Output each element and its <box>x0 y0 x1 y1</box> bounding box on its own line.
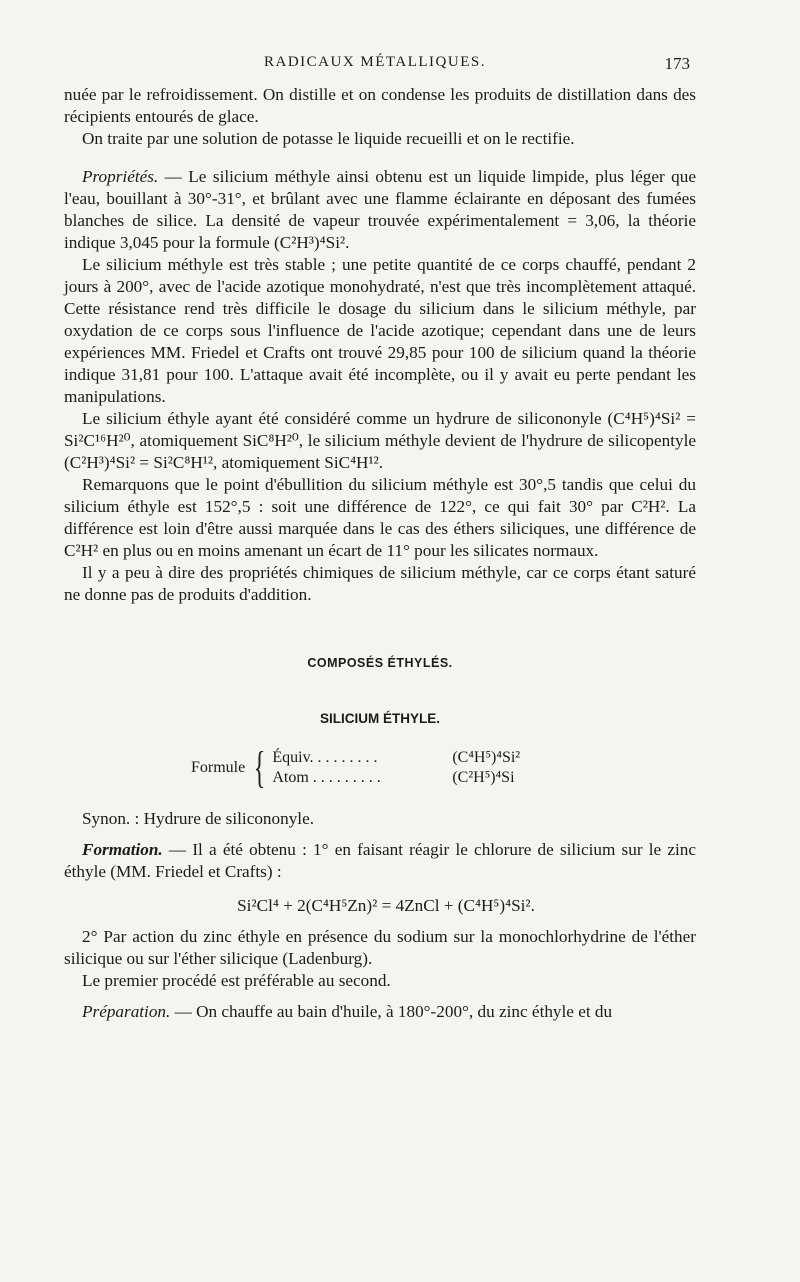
paragraph: 2° Par action du zinc éthyle en présence du sodium sur la monochlorhydrine de l'éther silicique ou sur l'éther silicique (Ladenburg). <box>64 927 696 968</box>
formation-text: — Il a été obtenu : 1° en faisant réagir le chlorure de silicium sur le zinc éthyle (MM. Friedel et Crafts) : <box>64 840 696 881</box>
page-number: 173 <box>664 54 690 73</box>
section-heading: SILICIUM ÉTHYLE. <box>319 711 440 726</box>
paragraph: On traite par une solution de potasse le liquide recueilli et on le rectifie. <box>82 129 575 148</box>
paragraph-properties <box>64 166 696 254</box>
paragraph: Remarquons que le point d'ébullition du silicium méthyle est 30°,5 tandis que celui du silicium éthyle est 152°,5 : soit une différence de 122°, ce qui fait 30° par C²H². La différence est loin d'être aussi marquée dans le cas des éthers siliciques, une différence de C²H² en plus ou en moins amenant un écart de 11° pour les silicates normaux. <box>64 475 696 560</box>
formula-row-atom <box>272 768 520 788</box>
equiv-label: Équiv. . . . . . . . . <box>272 749 378 766</box>
preparation-lead: Préparation. <box>82 1002 171 1021</box>
paragraph: Le silicium méthyle est très stable ; une petite quantité de ce corps chauffé, pendant 2 jours à 200°, avec de l'acide azotique monohydraté, n'est que très incomplètement attaqué. Cette résistance rend très difficile le dosage du silicium dans le silicium méthyle, par oxydation de ce corps sous l'influence de l'acide azotique; cependant dans une de leurs expériences MM. Friedel et Crafts ont trouvé 29,85 pour 100 de silicium quand la théorie indique 31,81 pour 100. L'attaque avait été incomplète, ou il y avait eu perte pendant les manipulations. <box>64 255 696 406</box>
paragraph-formation <box>64 839 696 883</box>
paragraph: nuée par le refroidissement. On distille et on condense les produits de distillation dans des récipients entourés de glace. <box>64 85 696 126</box>
formation-lead: Formation. <box>82 840 163 859</box>
brace-icon: { <box>253 743 266 792</box>
paragraph: Le silicium éthyle ayant été considéré comme un hydrure de silicononyle (C⁴H⁵)⁴Si² = Si²C¹⁶H²⁰, atomiquement SiC⁸H²⁰, le silicium méthyle devient de l'hydrure de silicopentyle (C²H³)⁴Si² = Si²C⁸H¹², atomiquement SiC⁴H¹². <box>64 409 696 472</box>
properties-text: — Le silicium méthyle ainsi obtenu est un liquide limpide, plus léger que l'eau, bouillant à 30°-31°, et brûlant avec une flamme éclairante en déposant des fumées blanches de silice. La densité de vapeur trouvée expérimentalement = 3,06, la théorie indique 3,045 pour la formule (C²H³)⁴Si². <box>64 167 696 252</box>
formula-row-equiv <box>272 748 520 768</box>
paragraph-preparation <box>64 1001 696 1023</box>
formula-rows <box>272 748 520 788</box>
section-subheading: COMPOSÉS ÉTHYLÉS. <box>307 656 453 670</box>
running-head <box>60 54 690 76</box>
properties-lead: Propriétés. <box>82 167 159 186</box>
formula-block <box>191 743 696 792</box>
running-title: RADICAUX MÉTALLIQUES. <box>264 54 486 70</box>
synonym: Synon. : Hydrure de silicononyle. <box>82 809 314 828</box>
body-text <box>64 84 696 1023</box>
reaction-equation: Si²Cl⁴ + 2(C⁴H⁵Zn)² = 4ZnCl + (C⁴H⁵)⁴Si². <box>237 896 535 915</box>
atom-value: (C²H⁵)⁴Si <box>452 769 515 786</box>
paragraph: Il y a peu à dire des propriétés chimiques de silicium méthyle, car ce corps étant saturé ne donne pas de produits d'addition. <box>64 563 696 604</box>
atom-label: Atom . . . . . . . . . <box>272 769 381 786</box>
formula-label: Formule <box>191 759 246 776</box>
equiv-value: (C⁴H⁵)⁴Si² <box>452 749 521 766</box>
paragraph: Le premier procédé est préférable au second. <box>82 971 391 990</box>
preparation-text: — On chauffe au bain d'huile, à 180°-200°, du zinc éthyle et du <box>170 1002 613 1021</box>
